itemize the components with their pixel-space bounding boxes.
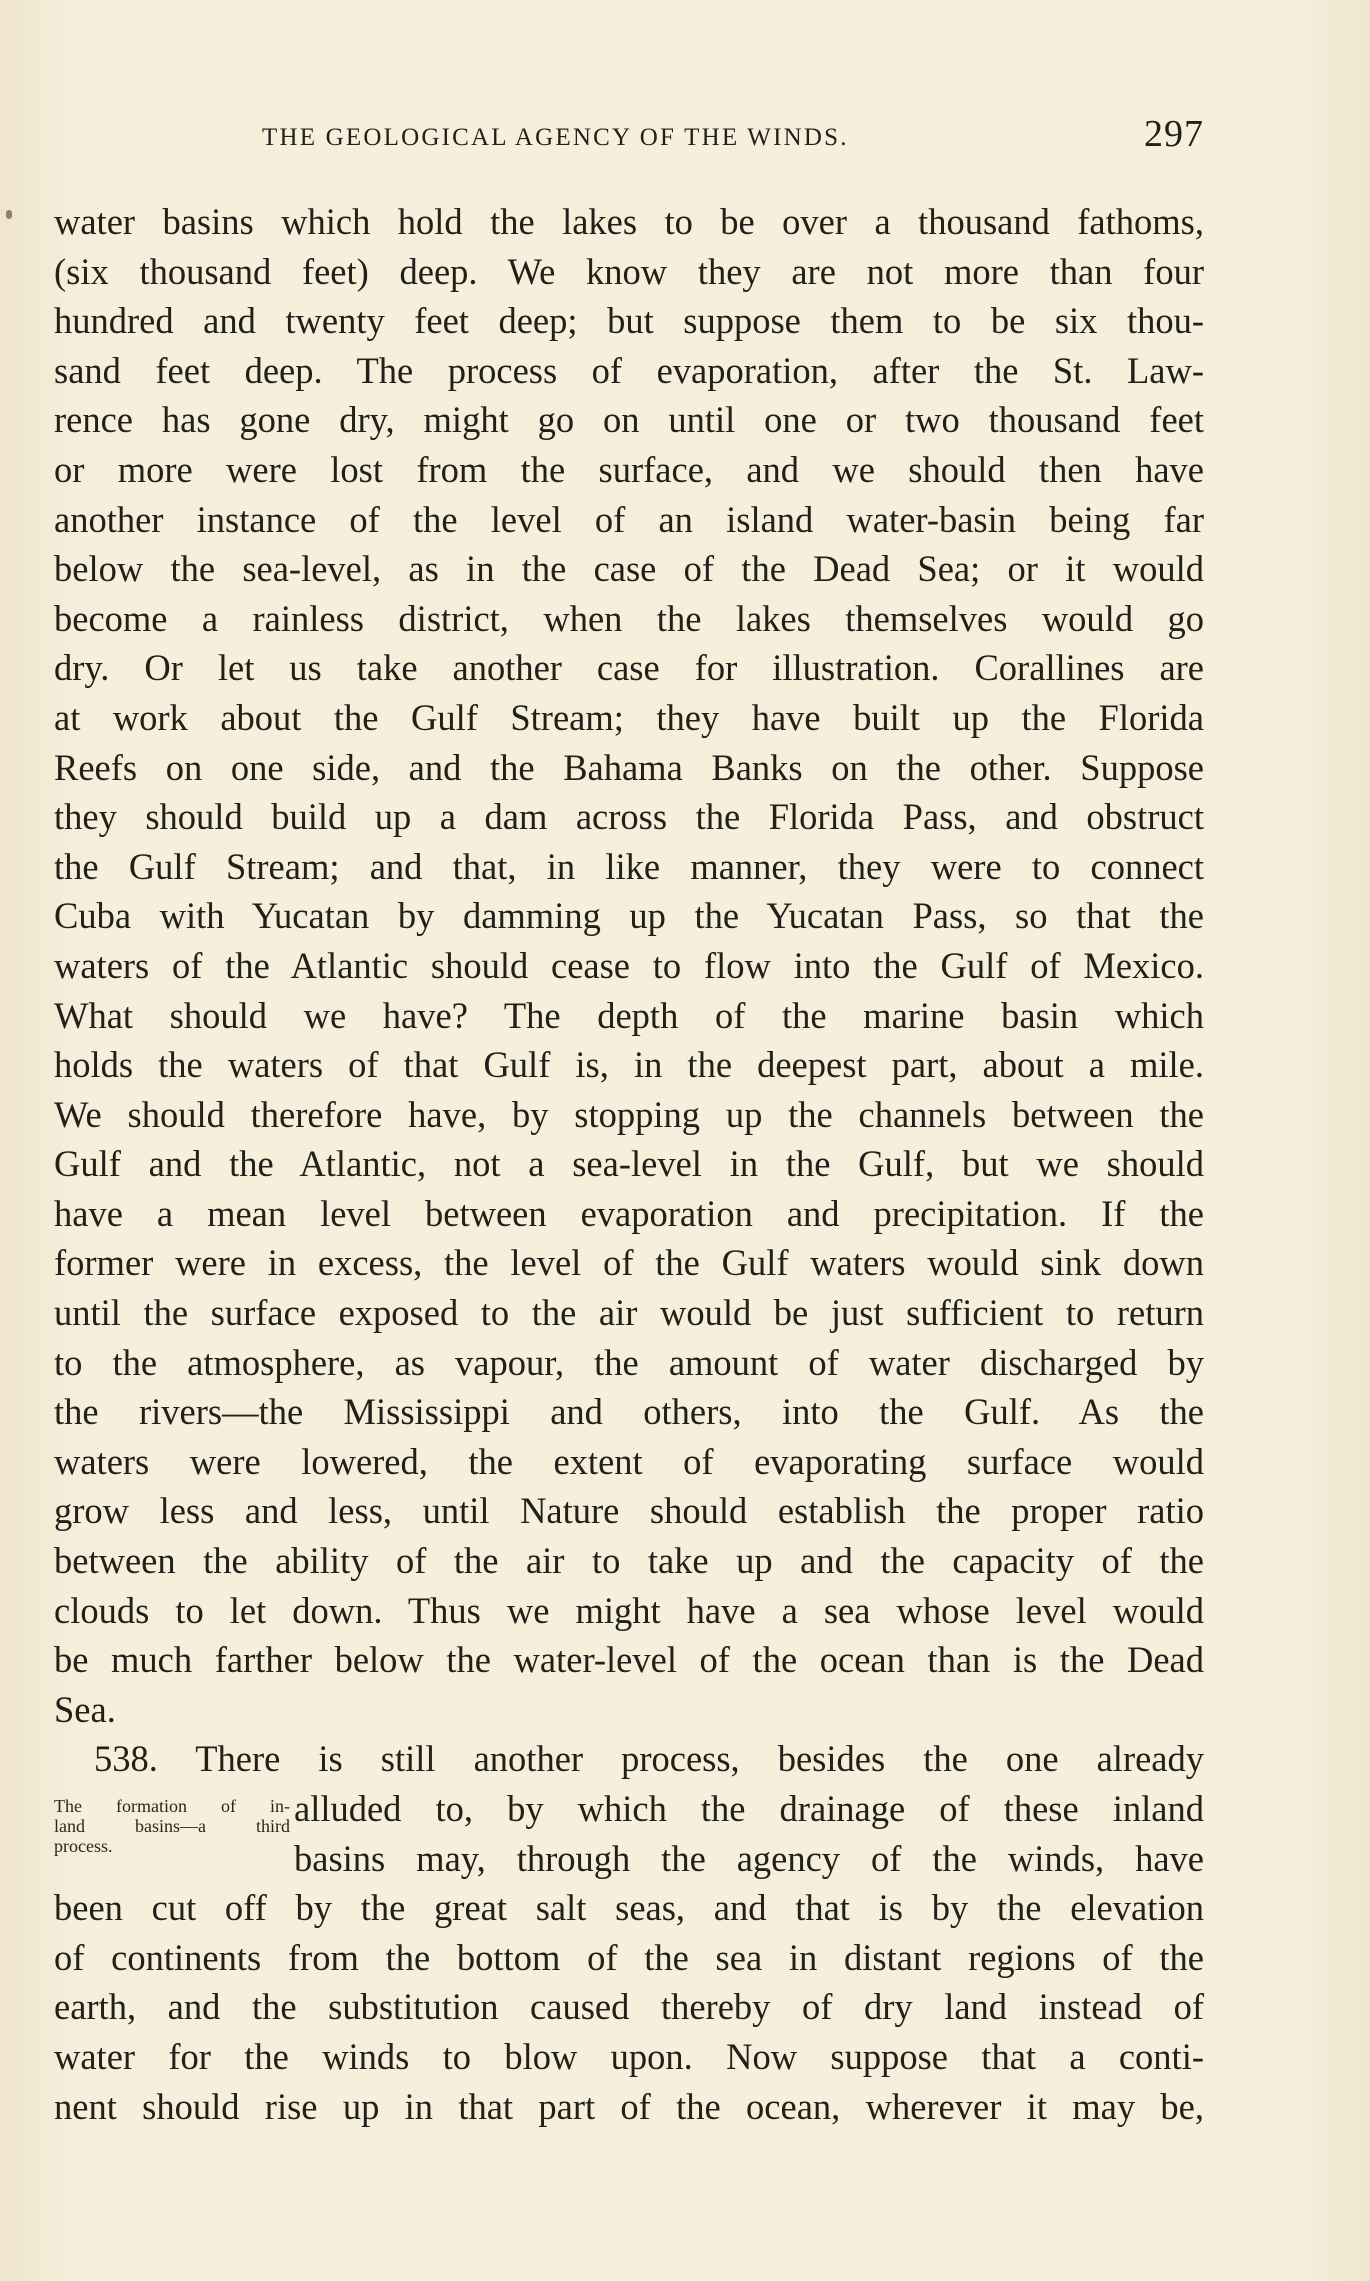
text-line: We should therefore have, by stopping up the channels between the — [54, 1093, 1204, 1135]
body-text — [54, 197, 1204, 2131]
page-number: 297 — [1144, 113, 1204, 155]
text-line: holds the waters of that Gulf is, in the deepest part, about a mile. — [54, 1044, 1204, 1086]
text-line: Reefs on one side, and the Bahama Banks on the other. Suppose — [54, 746, 1204, 788]
sidenote-block — [54, 1784, 1204, 1883]
text-line: rence has gone dry, might go on until one or two thousand feet — [54, 399, 1204, 441]
text-line: waters of the Atlantic should cease to flow into the Gulf of Mexico. — [54, 944, 1204, 986]
text-line: hundred and twenty feet deep; but suppose them to be six thou- — [54, 300, 1204, 342]
text-line: be much farther below the water-level of the ocean than is the Dead — [54, 1639, 1204, 1681]
margin-ink-mark — [6, 210, 12, 219]
text-line: earth, and the substitution caused thereby of dry land instead of — [54, 1986, 1204, 2028]
text-line: alluded to, by which the drainage of these inland — [294, 1788, 1204, 1829]
sidenote-line: land basins—a third — [54, 1816, 290, 1836]
text-line: nent should rise up in that part of the ocean, wherever it may be, — [54, 2085, 1204, 2127]
text-line: (six thousand feet) deep. We know they are not more than four — [54, 250, 1204, 292]
text-line: former were in excess, the level of the Gulf waters would sink down — [54, 1242, 1204, 1284]
text-line: water for the winds to blow upon. Now suppose that a conti- — [54, 2035, 1204, 2077]
sidenote-line: The formation of in- — [54, 1796, 290, 1816]
text-line: between the ability of the air to take up and the capacity of the — [54, 1540, 1204, 1582]
text-line: or more were lost from the surface, and we should then have — [54, 448, 1204, 490]
text-line: Sea. — [54, 1688, 116, 1730]
text-line: basins may, through the agency of the winds, have — [294, 1837, 1204, 1879]
text-line: below the sea-level, as in the case of the Dead Sea; or it would — [54, 548, 1204, 590]
marginal-sidenote — [54, 1796, 290, 1856]
running-head — [54, 112, 1204, 162]
text-line: water basins which hold the lakes to be over a thousand fathoms, — [54, 201, 1204, 242]
text-line: sand feet deep. The process of evaporation, after the St. Law- — [54, 349, 1204, 391]
paragraph-1 — [54, 197, 1204, 1734]
text-line: grow less and less, until Nature should establish the proper ratio — [54, 1490, 1204, 1532]
text-line: at work about the Gulf Stream; they have built up the Florida — [54, 696, 1204, 738]
text-line: the rivers—the Mississippi and others, into the Gulf. As the — [54, 1391, 1204, 1433]
text-line: Gulf and the Atlantic, not a sea-level in the Gulf, but we should — [54, 1143, 1204, 1185]
text-line: of continents from the bottom of the sea in distant regions of the — [54, 1936, 1204, 1978]
text-line: Cuba with Yucatan by damming up the Yucatan Pass, so that the — [54, 895, 1204, 937]
paragraph-2-first-line: 538. There is still another process, besides the one already — [94, 1738, 1204, 1780]
running-head-title: THE GEOLOGICAL AGENCY OF THE WINDS. — [262, 124, 849, 151]
text-line: been cut off by the great salt seas, and that is by the elevation — [54, 1887, 1204, 1929]
paragraph-2-lines — [54, 1883, 1204, 2131]
text-line: to the atmosphere, as vapour, the amount of water discharged by — [54, 1341, 1204, 1383]
sidenote-line: process. — [54, 1836, 113, 1856]
paragraph-2 — [54, 1734, 1204, 2131]
text-line: clouds to let down. Thus we might have a sea whose level would — [54, 1589, 1204, 1631]
text-line: another instance of the level of an island water-basin being far — [54, 498, 1204, 540]
text-line: the Gulf Stream; and that, in like manner, they were to connect — [54, 845, 1204, 887]
text-line: What should we have? The depth of the marine basin which — [54, 994, 1204, 1036]
text-line: until the surface exposed to the air would be just sufficient to return — [54, 1292, 1204, 1334]
text-line: waters were lowered, the extent of evaporating surface would — [54, 1440, 1204, 1482]
text-line: have a mean level between evaporation and precipitation. If the — [54, 1192, 1204, 1234]
text-line: dry. Or let us take another case for illustration. Corallines are — [54, 647, 1204, 689]
text-line: they should build up a dam across the Florida Pass, and obstruct — [54, 796, 1204, 838]
text-line: become a rainless district, when the lakes themselves would go — [54, 597, 1204, 639]
